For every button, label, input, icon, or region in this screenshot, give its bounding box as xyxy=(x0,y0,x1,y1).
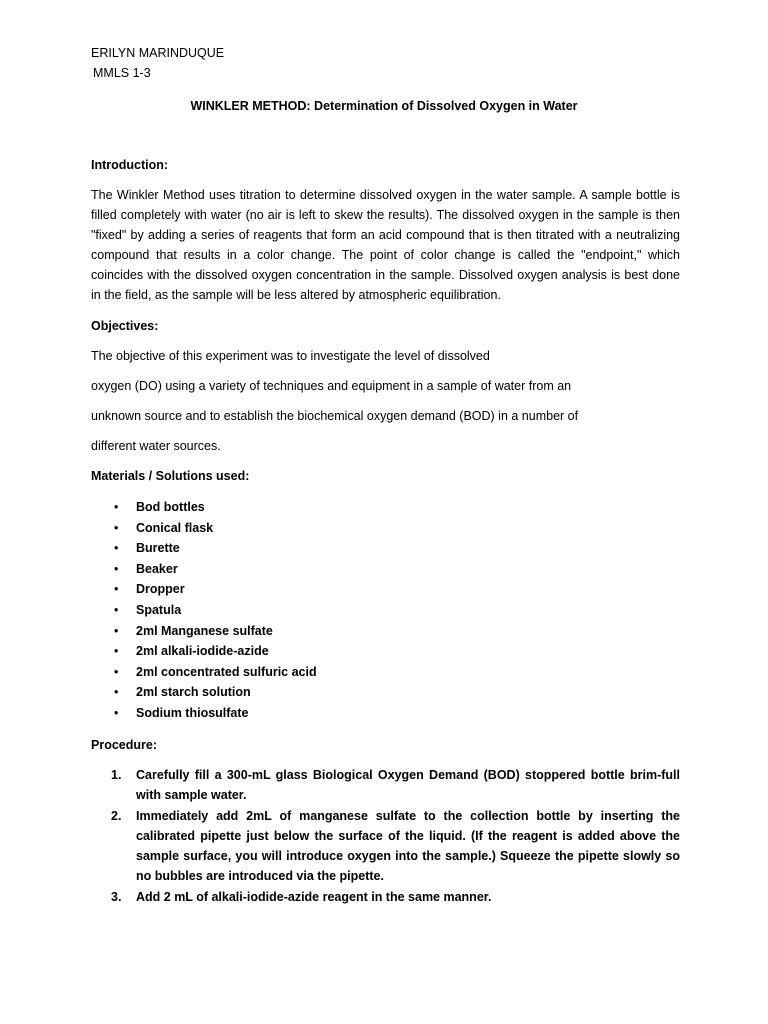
step-number: 1. xyxy=(111,768,122,782)
material-label: 2ml starch solution xyxy=(136,685,251,700)
material-label: Bod bottles xyxy=(136,500,205,514)
step-text: Add 2 mL of alkali-iodide-azide reagent in the same manner. xyxy=(136,890,492,904)
objectives-line: The objective of this experiment was to investigate the level of dissolved xyxy=(91,349,490,363)
material-label: Conical flask xyxy=(136,520,214,535)
materials-list xyxy=(91,497,317,724)
material-label: Beaker xyxy=(136,561,178,576)
material-label: 2ml concentrated sulfuric acid xyxy=(136,664,317,679)
step-number: 2. xyxy=(111,809,122,823)
procedure-heading: Procedure: xyxy=(91,738,157,752)
document-title: WINKLER METHOD: Determination of Dissolved Oxygen in Water xyxy=(190,99,578,113)
material-label: Burette xyxy=(136,541,180,556)
bullet-icon: • xyxy=(114,644,119,659)
bullet-icon: • xyxy=(114,520,119,535)
introduction-heading: Introduction: xyxy=(91,158,169,172)
bullet-icon: • xyxy=(114,602,119,617)
material-label: 2ml alkali-iodide-azide xyxy=(136,644,269,659)
bullet-icon: • xyxy=(114,705,119,720)
list-item xyxy=(91,600,317,621)
bullet-icon: • xyxy=(114,500,119,514)
list-item xyxy=(91,662,317,683)
list-item xyxy=(91,579,317,600)
introduction-paragraph: The Winkler Method uses titration to determine dissolved oxygen in the water sample. A sample bottle is filled completely with water (no air is left to skew the results). The dissolved oxygen in the sample is then "fixed" by adding a series of reagents that form an acid compound that is then titrated with a neutralizing compound that results in a color change. The point of color change is called the "endpoint," which coincides with the dissolved oxygen concentration in the sample. Dissolved oxygen analysis is best done in the field, as the sample will be less altered by atmospheric equilibration. xyxy=(91,188,680,302)
material-label: Sodium thiosulfate xyxy=(136,705,249,720)
list-item xyxy=(91,682,317,703)
list-item xyxy=(91,559,317,580)
list-item xyxy=(91,497,317,518)
procedure-step xyxy=(91,765,680,805)
materials-heading: Materials / Solutions used: xyxy=(91,469,250,483)
bullet-icon: • xyxy=(114,685,119,700)
list-item xyxy=(91,703,317,724)
material-label: 2ml Manganese sulfate xyxy=(136,623,273,638)
list-item xyxy=(91,538,317,559)
list-item xyxy=(91,641,317,662)
bullet-icon: • xyxy=(114,541,119,556)
objectives-line: different water sources. xyxy=(91,439,221,453)
bullet-icon: • xyxy=(114,623,119,638)
step-text: Carefully fill a 300-mL glass Biological Oxygen Demand (BOD) stoppered bottle brim-full with sample water. xyxy=(136,768,680,802)
objectives-line: unknown source and to establish the biochemical oxygen demand (BOD) in a number of xyxy=(91,409,579,423)
procedure-step xyxy=(91,887,680,907)
material-label: Spatula xyxy=(136,602,182,617)
procedure-step xyxy=(91,806,680,886)
material-label: Dropper xyxy=(136,582,185,597)
objectives-line: oxygen (DO) using a variety of techniques and equipment in a sample of water from an xyxy=(91,379,572,393)
objectives-heading: Objectives: xyxy=(91,319,159,333)
bullet-icon: • xyxy=(114,582,119,597)
bullet-icon: • xyxy=(114,561,119,576)
step-number: 3. xyxy=(111,890,122,904)
step-text: Immediately add 2mL of manganese sulfate to the collection bottle by inserting the calibrated pipette just below the surface of the liquid. (If the reagent is added above the sample surface, you will introduce oxygen into the sample.) Squeeze the pipette slowly so no bubbles are introduced via the pipette. xyxy=(136,809,680,883)
list-item xyxy=(91,621,317,642)
procedure-list xyxy=(91,765,680,908)
list-item xyxy=(91,518,317,539)
class-section: MMLS 1-3 xyxy=(93,66,151,80)
bullet-icon: • xyxy=(114,664,119,679)
author-name: ERILYN MARINDUQUE xyxy=(91,46,225,60)
